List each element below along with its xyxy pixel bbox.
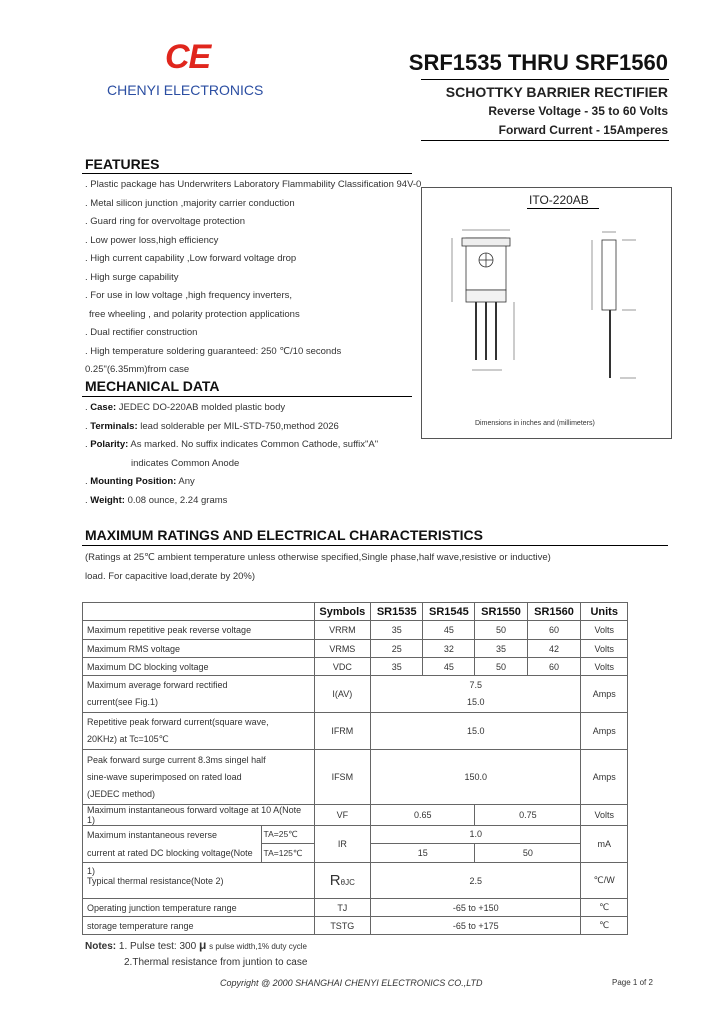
feature-item: . Dual rectifier construction xyxy=(85,327,198,338)
param-cell: storage temperature range xyxy=(83,917,315,935)
col-header: SR1560 xyxy=(527,603,581,621)
package-name-underline xyxy=(527,208,599,209)
feature-item: 0.25"(6.35mm)from case xyxy=(85,364,190,375)
note-1: Notes: 1. Pulse test: 300 μ s pulse width,1% duty cycle xyxy=(85,938,307,952)
mech-polarity-cont: indicates Common Anode xyxy=(131,457,240,469)
unit-cell: ℃ xyxy=(581,917,628,935)
unit-cell: Volts xyxy=(581,805,628,826)
value-cell: 0.75 xyxy=(475,805,581,826)
value-cell: 50 xyxy=(475,843,581,862)
symbol-cell: VDC xyxy=(314,658,371,676)
features-divider xyxy=(82,173,412,174)
col-header: SR1550 xyxy=(475,603,527,621)
ratings-table xyxy=(82,602,628,935)
value-cell: 35 xyxy=(371,658,423,676)
value-cell: 32 xyxy=(423,640,475,658)
table-row xyxy=(83,640,628,658)
value-cell: 25 xyxy=(371,640,423,658)
unit-cell: Amps xyxy=(581,676,628,713)
table-row xyxy=(83,826,628,844)
value-cell: 2.5 xyxy=(371,863,581,899)
ratings-conditions xyxy=(85,548,675,586)
package-dimension-note: Dimensions in inches and (millimeters) xyxy=(475,420,595,427)
unit-cell: Amps xyxy=(581,713,628,750)
param-header xyxy=(83,603,315,621)
forward-current-spec: Forward Current - 15Amperes xyxy=(498,123,668,137)
value-cell: 42 xyxy=(527,640,581,658)
note-2: 2.Thermal resistance from juntion to case xyxy=(124,957,308,968)
table-row xyxy=(83,917,628,935)
col-header: Symbols xyxy=(314,603,371,621)
ratings-heading: MAXIMUM RATINGS AND ELECTRICAL CHARACTERISTICS xyxy=(85,527,483,543)
unit-cell: mA xyxy=(581,826,628,863)
feature-item: . Guard ring for overvoltage protection xyxy=(85,216,246,227)
param-cell: Maximum instantaneous forward voltage at 10 A(Note 1) xyxy=(83,805,315,826)
feature-item: . Plastic package has Underwriters Laboratory Flammability Classification 94V-0 xyxy=(85,179,422,190)
value-cell: 50 xyxy=(475,658,527,676)
param-cell: Maximum instantaneous reverse current at rated DC blocking voltage(Note 1) TA=25℃ TA=125℃ xyxy=(83,826,315,863)
header-divider xyxy=(421,140,669,141)
package-name: ITO-220AB xyxy=(529,193,589,207)
company-logo: CE xyxy=(165,38,211,76)
param-cell: Maximum DC blocking voltage xyxy=(83,658,315,676)
features-heading: FEATURES xyxy=(85,156,160,172)
mech-polarity: . Polarity: As marked. No suffix indicates Common Cathode, suffix"A" xyxy=(85,439,379,450)
value-cell: 35 xyxy=(475,640,527,658)
value-cell: 45 xyxy=(423,621,475,640)
value-cell: 150.0 xyxy=(371,750,581,805)
table-row xyxy=(83,621,628,640)
mech-weight: . Weight: 0.08 ounce, 2.24 grams xyxy=(85,494,228,506)
symbol-cell: VF xyxy=(314,805,371,826)
symbol-cell: IR xyxy=(314,826,371,863)
symbol-cell: RθJC xyxy=(314,863,371,899)
feature-item: . Low power loss,high efficiency xyxy=(85,234,219,246)
unit-cell: Volts xyxy=(581,658,628,676)
mechanical-list xyxy=(85,399,425,510)
value-cell: -65 to +150 xyxy=(371,899,581,917)
value-cell: 15.0 xyxy=(371,713,581,750)
param-cell: Operating junction temperature range xyxy=(83,899,315,917)
value-cell: 60 xyxy=(527,621,581,640)
mech-terminals: . Terminals: lead solderable per MIL-STD-750,method 2026 xyxy=(85,420,339,432)
table-row xyxy=(83,658,628,676)
value-cell: 0.65 xyxy=(371,805,475,826)
table-row xyxy=(83,899,628,917)
unit-cell: Volts xyxy=(581,621,628,640)
param-cell: Maximum average forward rectified current(see Fig.1) xyxy=(83,676,315,713)
value-cell: 7.5 15.0 xyxy=(371,676,581,713)
unit-cell: Amps xyxy=(581,750,628,805)
value-cell: 1.0 xyxy=(371,826,581,844)
mech-case: . Case: JEDEC DO-220AB molded plastic body xyxy=(85,402,286,413)
reverse-voltage-spec: Reverse Voltage - 35 to 60 Volts xyxy=(488,104,668,118)
mech-mounting: . Mounting Position: Any xyxy=(85,476,195,487)
feature-item: . Metal silicon junction ,majority carrier conduction xyxy=(85,197,295,209)
value-cell: 35 xyxy=(371,621,423,640)
mechanical-heading: MECHANICAL DATA xyxy=(85,378,220,394)
value-cell: -65 to +175 xyxy=(371,917,581,935)
copyright: Copyright @ 2000 SHANGHAI CHENYI ELECTRONICS CO.,LTD xyxy=(220,978,483,988)
col-header: SR1545 xyxy=(423,603,475,621)
ta-cell: TA=25℃ xyxy=(262,826,314,844)
feature-item: . For use in low voltage ,high frequency inverters, xyxy=(85,290,292,301)
symbol-cell: VRMS xyxy=(314,640,371,658)
unit-cell: ℃ xyxy=(581,899,628,917)
symbol-cell: TSTG xyxy=(314,917,371,935)
ratings-condition-line: load. For capacitive load,derate by 20%) xyxy=(85,571,256,582)
value-cell: 50 xyxy=(475,621,527,640)
title-divider xyxy=(421,79,669,80)
param-cell: Repetitive peak forward current(square wave, 20KHz) at Tc=105℃ xyxy=(83,713,315,750)
feature-item: free wheeling , and polarity protection applications xyxy=(89,308,300,320)
param-cell: Peak forward surge current 8.3ms singel half sine-wave superimposed on rated load (JEDEC method) xyxy=(83,750,315,805)
symbol-cell: IFRM xyxy=(314,713,371,750)
col-header: SR1535 xyxy=(371,603,423,621)
value-cell: 60 xyxy=(527,658,581,676)
features-list xyxy=(85,176,425,380)
col-header: Units xyxy=(581,603,628,621)
symbol-cell: IFSM xyxy=(314,750,371,805)
ratings-divider xyxy=(82,545,668,546)
page-subtitle: SCHOTTKY BARRIER RECTIFIER xyxy=(445,84,668,100)
table-row xyxy=(83,713,628,750)
page-number: Page 1 of 2 xyxy=(612,978,653,987)
param-cell: Typical thermal resistance(Note 2) xyxy=(83,863,315,899)
table-row xyxy=(83,676,628,713)
ta-cell: TA=125℃ xyxy=(263,848,303,858)
feature-item: . High surge capability xyxy=(85,271,179,283)
page-title: SRF1535 THRU SRF1560 xyxy=(408,50,668,75)
unit-cell: Volts xyxy=(581,640,628,658)
param-cell: Maximum repetitive peak reverse voltage xyxy=(83,621,315,640)
table-row xyxy=(83,805,628,826)
company-name: CHENYI ELECTRONICS xyxy=(107,82,264,98)
param-cell: Maximum RMS voltage xyxy=(83,640,315,658)
value-cell: 15 xyxy=(371,843,475,862)
mechanical-divider xyxy=(82,396,412,397)
feature-item: . High current capability ,Low forward voltage drop xyxy=(85,253,297,264)
symbol-cell: I(AV) xyxy=(314,676,371,713)
value-cell: 45 xyxy=(423,658,475,676)
table-row xyxy=(83,750,628,805)
notes-label: Notes: xyxy=(85,941,117,952)
unit-cell: ℃/W xyxy=(581,863,628,899)
table-header-row xyxy=(83,603,628,621)
package-outline-drawing xyxy=(422,210,670,416)
ratings-condition-line: (Ratings at 25℃ ambient temperature unless otherwise specified,Single phase,half wave,resistive or inductive) xyxy=(85,552,551,563)
symbol-cell: VRRM xyxy=(314,621,371,640)
symbol-cell: TJ xyxy=(314,899,371,917)
feature-item: . High temperature soldering guaranteed: 250 ℃/10 seconds xyxy=(85,345,342,357)
